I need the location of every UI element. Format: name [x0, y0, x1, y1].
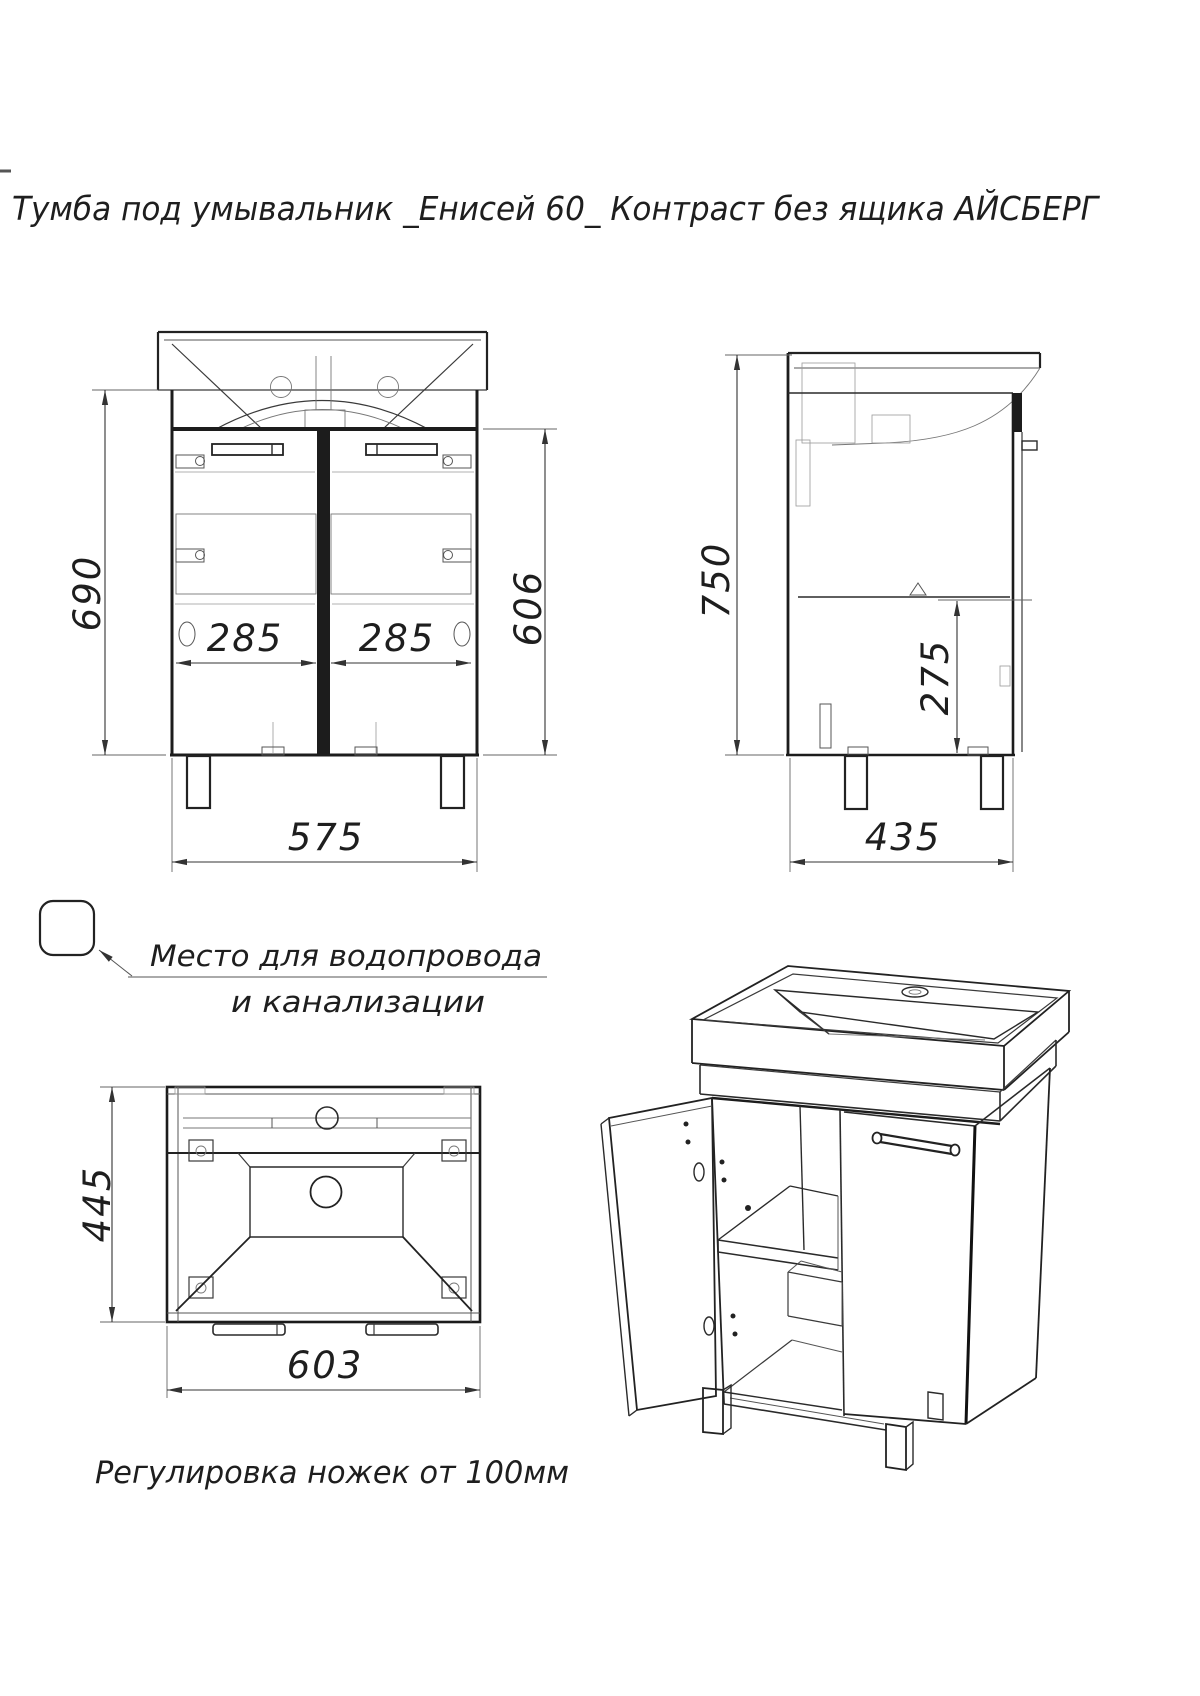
hatch-area-left: [176, 514, 316, 594]
hinge-cup-top: [694, 1163, 704, 1181]
dim-front-width: 575: [287, 816, 365, 859]
side-door-knob: [1022, 441, 1037, 450]
dim-top-depth: 445: [76, 1165, 119, 1243]
hatched-square-icon: [40, 901, 94, 955]
dim-side-height: 750: [695, 541, 738, 619]
persp-door-handle: [873, 1133, 960, 1156]
door-handle-left: [212, 444, 283, 455]
dim-door-right: 285: [358, 617, 436, 660]
top-handles: [213, 1324, 438, 1335]
shelf-pin: [745, 1205, 751, 1211]
persp-faucet-hole: [902, 987, 928, 997]
dim-front-height: 690: [66, 554, 109, 632]
leg-side-front: [845, 756, 867, 809]
page-title: Тумба под умывальник _Енисей 60_ Контраст без ящика АЙСБЕРГ: [12, 189, 1164, 228]
dim-top-width: 603: [286, 1344, 364, 1387]
leg-front-left: [187, 756, 210, 808]
top-dimensions: [76, 1087, 480, 1398]
persp-inner-box: [788, 1261, 842, 1326]
leg-side-back: [981, 756, 1003, 809]
front-cabinet: [170, 390, 479, 808]
door-gap: [317, 431, 330, 755]
drain-hole: [311, 1177, 342, 1208]
corner-plates: [189, 1140, 466, 1298]
front-dimensions: [66, 390, 557, 872]
leg-front-right: [441, 756, 464, 808]
legend-line1: Место для водопровода: [150, 939, 542, 973]
door-handle-right: [366, 444, 437, 455]
side-view: [695, 353, 1040, 872]
legs-adjustment-note: Регулировка ножек от 100мм: [95, 1455, 569, 1491]
side-sink: [788, 353, 1040, 445]
front-sink: [158, 332, 487, 429]
dim-side-shelf: 275: [914, 638, 957, 716]
persp-cabinet: [601, 1068, 1050, 1470]
hinge-cup-bottom: [704, 1317, 714, 1335]
dim-door-left: 285: [206, 617, 284, 660]
basin-top: [176, 1153, 472, 1311]
side-cabinet: [786, 353, 1037, 809]
persp-shelf: [718, 1186, 838, 1270]
dim-front-body-height: 606: [507, 569, 550, 647]
persp-legs: [703, 1385, 943, 1470]
front-view: [66, 332, 557, 872]
top-view: [76, 1087, 480, 1398]
leader-arrow: [99, 950, 132, 976]
perspective-view: [601, 966, 1069, 1470]
persp-open-door: [601, 1098, 751, 1416]
legend-line2: и канализации: [231, 985, 485, 1019]
dim-side-depth: 435: [864, 816, 942, 859]
persp-bottom-panel: [724, 1340, 886, 1430]
hatch-area-right: [331, 514, 471, 594]
legend: [40, 901, 547, 1019]
